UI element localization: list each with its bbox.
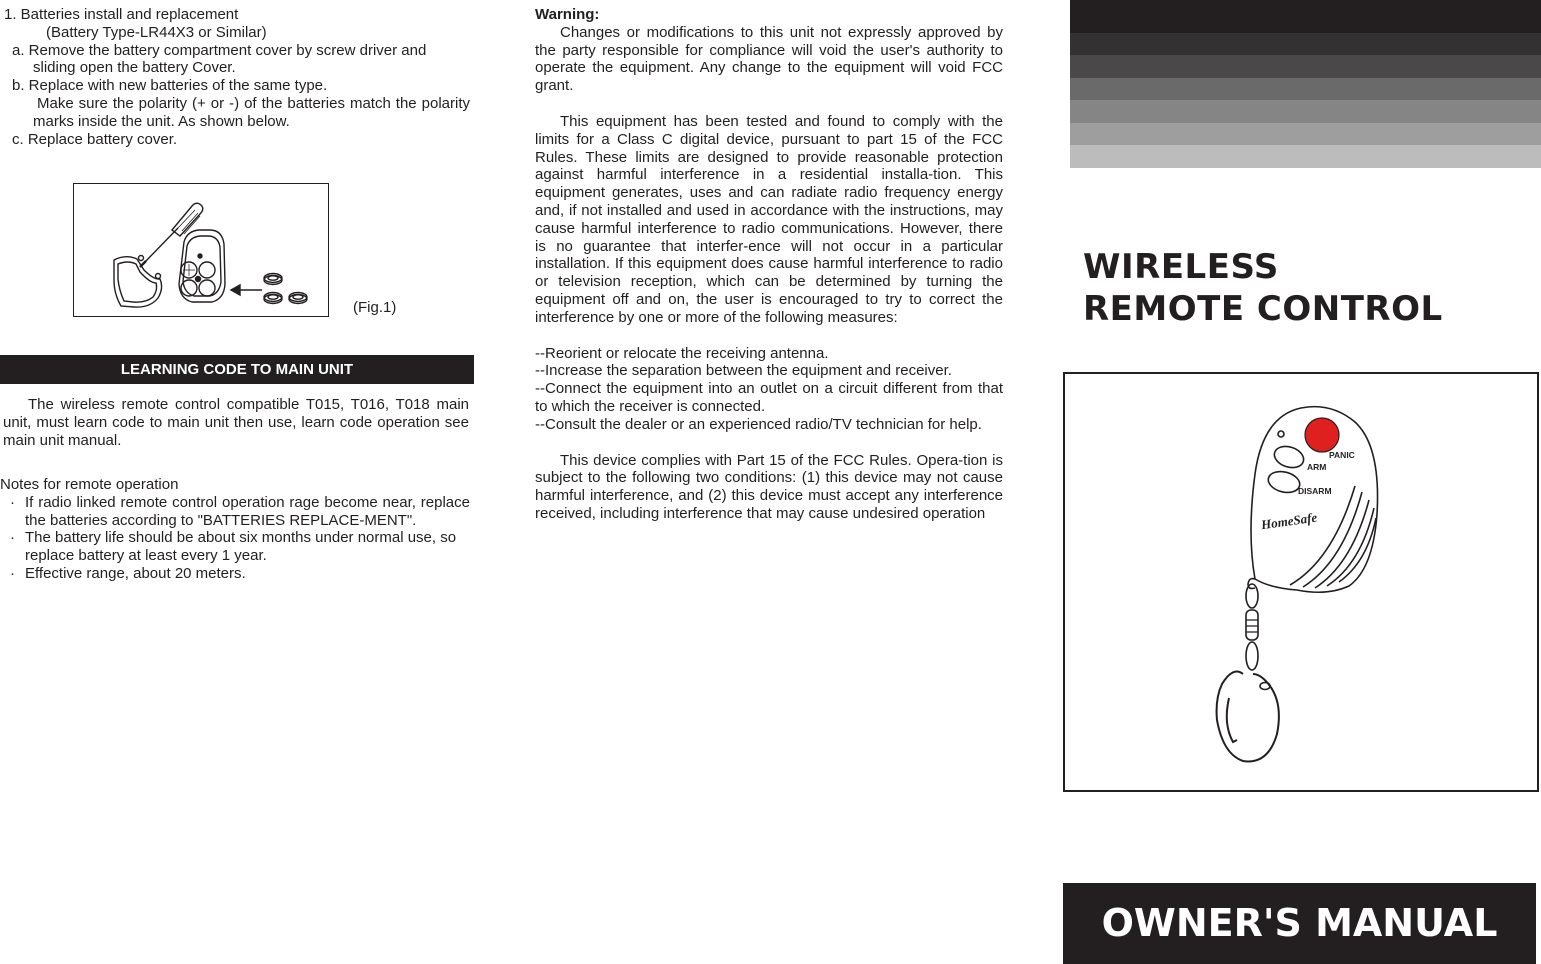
stripe-band	[1070, 100, 1541, 123]
notes-section	[0, 476, 470, 583]
battery-step-b-cont: Make sure the polarity (+ or -) of the batteries match the polarity marks inside the unit. As shown below.	[33, 94, 470, 130]
cover-title-line2: REMOTE CONTROL	[1083, 289, 1443, 329]
warning-para-fcc-test: This equipment has been tested and found to comply with the limits for a Class C digital device, pursuant to part 15 of the FCC Rules. These limits are designed to provide reasonable protection against harmful interference in a residential installa-tion. This equipment generates, uses and can radiate radio frequency energy and, if not installed and used in accordance with the instructions, may cause harmful interference to radio communications. However, there is no guarantee that interfer-ence will not occur in a particular installation. If this equipment does cause harmful interference to radio or television reception, which can be determined by turning the equipment off and on, the user is encouraged to try to correct the interference by one or more of the following measures:	[535, 112, 1003, 326]
warning-para-changes: Changes or modifications to this unit not expressly approved by the party responsible for compliance will void the user's authority to operate the equipment. Any change to the equipment will void FCC grant.	[535, 23, 1003, 95]
learning-code-body: The wireless remote control compatible T015, T016, T018 main unit, must learn code to main unit then use, learn code operation see main unit manual.	[3, 396, 469, 449]
bullet-icon: ·	[10, 564, 15, 582]
battery-step-b: b. Replace with new batteries of the same type.	[12, 77, 328, 95]
remote-control-illustration	[1065, 374, 1537, 790]
figure-caption: (Fig.1)	[353, 299, 397, 316]
arm-label: ARM	[1307, 462, 1327, 472]
measure-item: --Reorient or relocate the receiving antenna.	[535, 344, 829, 362]
stripe-band	[1070, 0, 1541, 33]
notes-item: · If radio linked remote control operation rage become near, replace the batteries according to "BATTERIES REPLACE-MENT".	[10, 493, 470, 529]
battery-diagram-illustration	[74, 184, 328, 316]
warning-section	[535, 6, 1003, 523]
cover-title	[1083, 246, 1443, 330]
measure-item: --Consult the dealer or an experienced radio/TV technician for help.	[535, 415, 982, 433]
stripe-band	[1070, 123, 1541, 145]
cover-title-line1: WIRELESS	[1083, 247, 1279, 287]
measure-item: --Increase the separation between the equipment and receiver.	[535, 362, 952, 380]
panic-label: PANIC	[1329, 450, 1355, 460]
battery-step-a-cont: sliding open the battery Cover.	[33, 59, 236, 77]
battery-step-c: c. Replace battery cover.	[12, 130, 178, 148]
stripe-band	[1070, 33, 1541, 55]
panic-button	[1305, 418, 1339, 452]
stripe-band	[1070, 78, 1541, 100]
learning-code-header: LEARNING CODE TO MAIN UNIT	[0, 355, 474, 384]
remote-illustration-frame	[1063, 372, 1539, 792]
warning-para-compliance: This device complies with Part 15 of the FCC Rules. Opera-tion is subject to the following two conditions: (1) this device may not cause harmful interference, and (2) this device must accept any interference received, including interference that may cause undesired operation	[535, 451, 1003, 522]
bullet-icon: ·	[10, 493, 15, 511]
warning-title: Warning:	[535, 6, 600, 23]
measure-item: --Connect the equipment into an outlet on a circuit different from that to which the receiver is connected.	[535, 380, 1003, 415]
stripe-band	[1070, 55, 1541, 78]
stripe-band	[1070, 145, 1541, 168]
battery-type: (Battery Type-LR44X3 or Similar)	[46, 23, 267, 41]
battery-heading: 1. Batteries install and replacement	[4, 6, 239, 23]
bullet-icon: ·	[10, 529, 15, 547]
notes-item: · Effective range, about 20 meters.	[10, 564, 246, 582]
battery-figure	[73, 183, 329, 317]
owners-manual-banner: OWNER'S MANUAL	[1063, 883, 1536, 964]
notes-item: · The battery life should be about six months under normal use, so replace battery at least every 1 year.	[10, 529, 457, 565]
notes-title: Notes for remote operation	[0, 476, 179, 493]
battery-section	[4, 6, 470, 148]
battery-step-a: a. Remove the battery compartment cover by screw driver and	[12, 41, 427, 59]
disarm-label: DISARM	[1298, 486, 1332, 496]
homesafe-logo: HomeSafe	[1260, 509, 1318, 533]
